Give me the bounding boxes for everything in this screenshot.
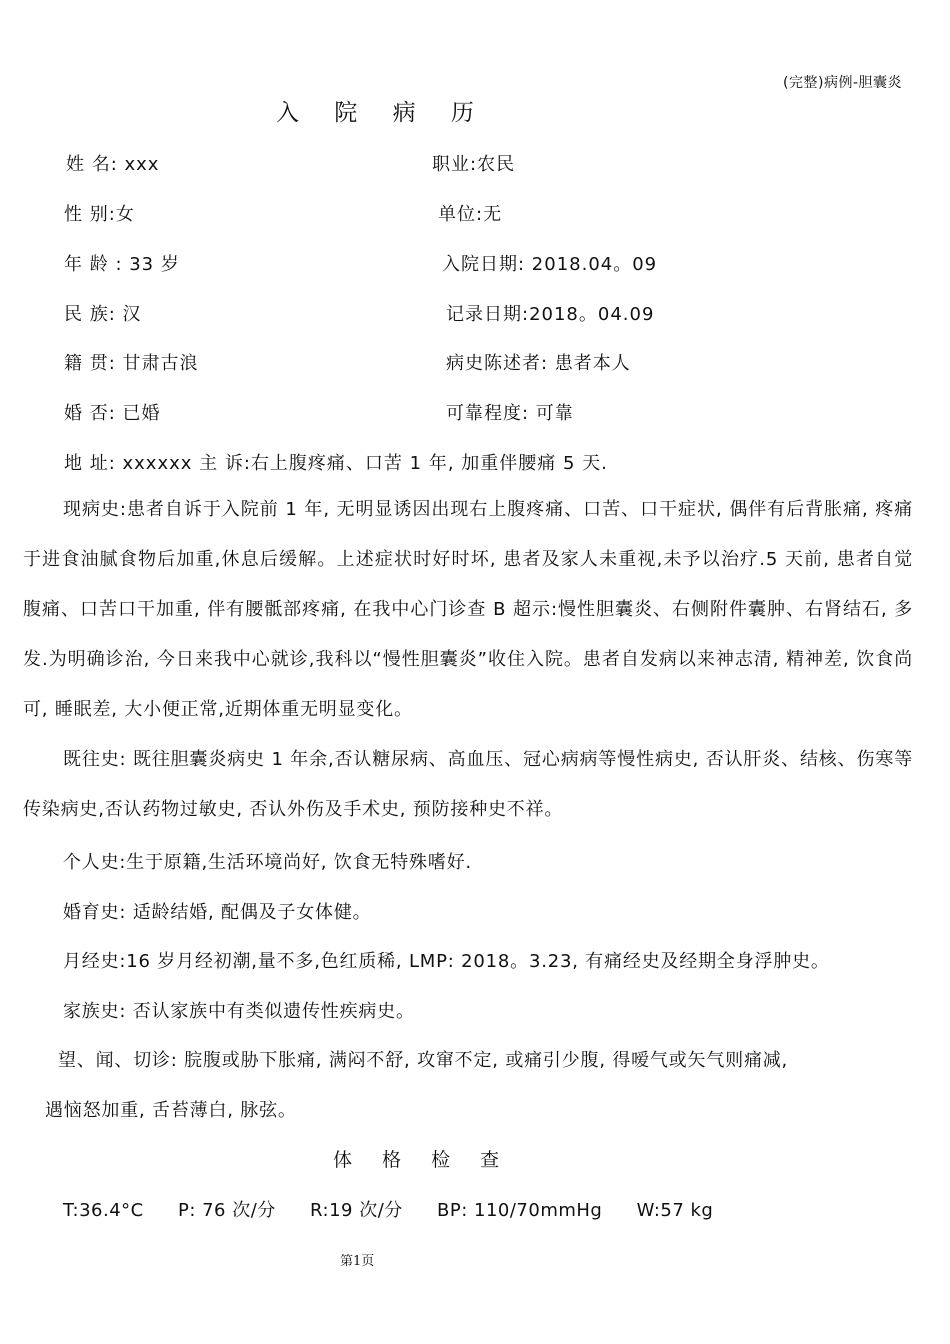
vital-weight: W:57 kg xyxy=(636,1200,714,1221)
vitals-row xyxy=(63,1196,741,1222)
tcm-diagnosis-line1: 望、闻、切诊: 脘腹或胁下胀痛, 满闷不舒, 攻窜不定, 或痛引少腹, 得嗳气或矢气则痛减, xyxy=(58,1050,789,1071)
document-caption: (完整)病例-胆囊炎 xyxy=(783,75,902,91)
field-history-narrator: 病史陈述者: 患者本人 xyxy=(446,353,631,374)
family-history: 家族史: 否认家族中有类似遗传性疾病史。 xyxy=(63,1001,415,1022)
past-history: 既往史: 既往胆囊炎病史 1 年余,否认糖尿病、高血压、冠心病病等慢性病史, 否认肝炎、结核、伤寒等传染病史,否认药物过敏史, 否认外伤及手术史, 预防接种史不祥。 xyxy=(23,749,913,820)
vital-respiration: R:19 次/分 xyxy=(310,1200,403,1221)
marriage-history: 婚育史: 适龄结婚, 配偶及子女体健。 xyxy=(63,902,372,923)
field-name: 姓 名: xxx xyxy=(66,154,160,175)
page-title: 入 院 病 历 xyxy=(276,100,488,126)
field-sex: 性 别:女 xyxy=(64,204,135,225)
field-occupation: 职业:农民 xyxy=(432,154,516,175)
field-reliability: 可靠程度: 可靠 xyxy=(446,403,574,424)
tcm-diagnosis-line2: 遇恼怒加重, 舌苔薄白, 脉弦。 xyxy=(45,1100,297,1121)
field-ethnicity: 民 族: 汉 xyxy=(64,304,142,325)
exam-section-title: 体 格 检 查 xyxy=(333,1149,512,1171)
field-marital: 婚 否: 已婚 xyxy=(64,403,161,424)
present-illness-history: 现病史:患者自诉于入院前 1 年, 无明显诱因出现右上腹疼痛、口苦、口干症状, 偶伴有后背胀痛, 疼痛于进食油腻食物后加重,休息后缓解。上述症状时好时坏, 患者及家人未重视,未予以治疗.5 天前, 患者自觉腹痛、口苦口干加重, 伴有腰骶部疼痛, 在我中心门诊查 B 超示:慢性胆囊炎、右侧附件囊肿、右肾结石, 多发.为明确诊治, 今日来我中心就诊,我科以“慢性胆囊炎”收住入院。患者自发病以来神志清, 精神差, 饮食尚可, 睡眠差, 大小便正常,近期体重无明显变化。 xyxy=(23,499,913,720)
field-record-date: 记录日期:2018。04.09 xyxy=(446,304,655,325)
personal-history: 个人史:生于原籍,生活环境尚好, 饮食无特殊嗜好. xyxy=(63,852,472,873)
field-admission-date: 入院日期: 2018.04。09 xyxy=(442,254,658,275)
field-birthplace: 籍 贯: 甘肃古浪 xyxy=(64,353,199,374)
vital-blood-pressure: BP: 110/70mmHg xyxy=(437,1200,603,1221)
menstrual-history: 月经史:16 岁月经初潮,量不多,色红质稀, LMP: 2018。3.23, 有痛经史及经期全身浮肿史。 xyxy=(63,951,830,972)
field-address-complaint: 地 址: xxxxxx 主 诉:右上腹疼痛、口苦 1 年, 加重伴腰痛 5 天. xyxy=(64,453,608,474)
vital-temperature: T:36.4°C xyxy=(63,1200,144,1221)
field-unit: 单位:无 xyxy=(438,204,503,225)
field-age: 年 龄 : 33 岁 xyxy=(64,254,180,275)
page-number: 第1页 xyxy=(340,1254,375,1269)
vital-pulse: P: 76 次/分 xyxy=(177,1200,276,1221)
